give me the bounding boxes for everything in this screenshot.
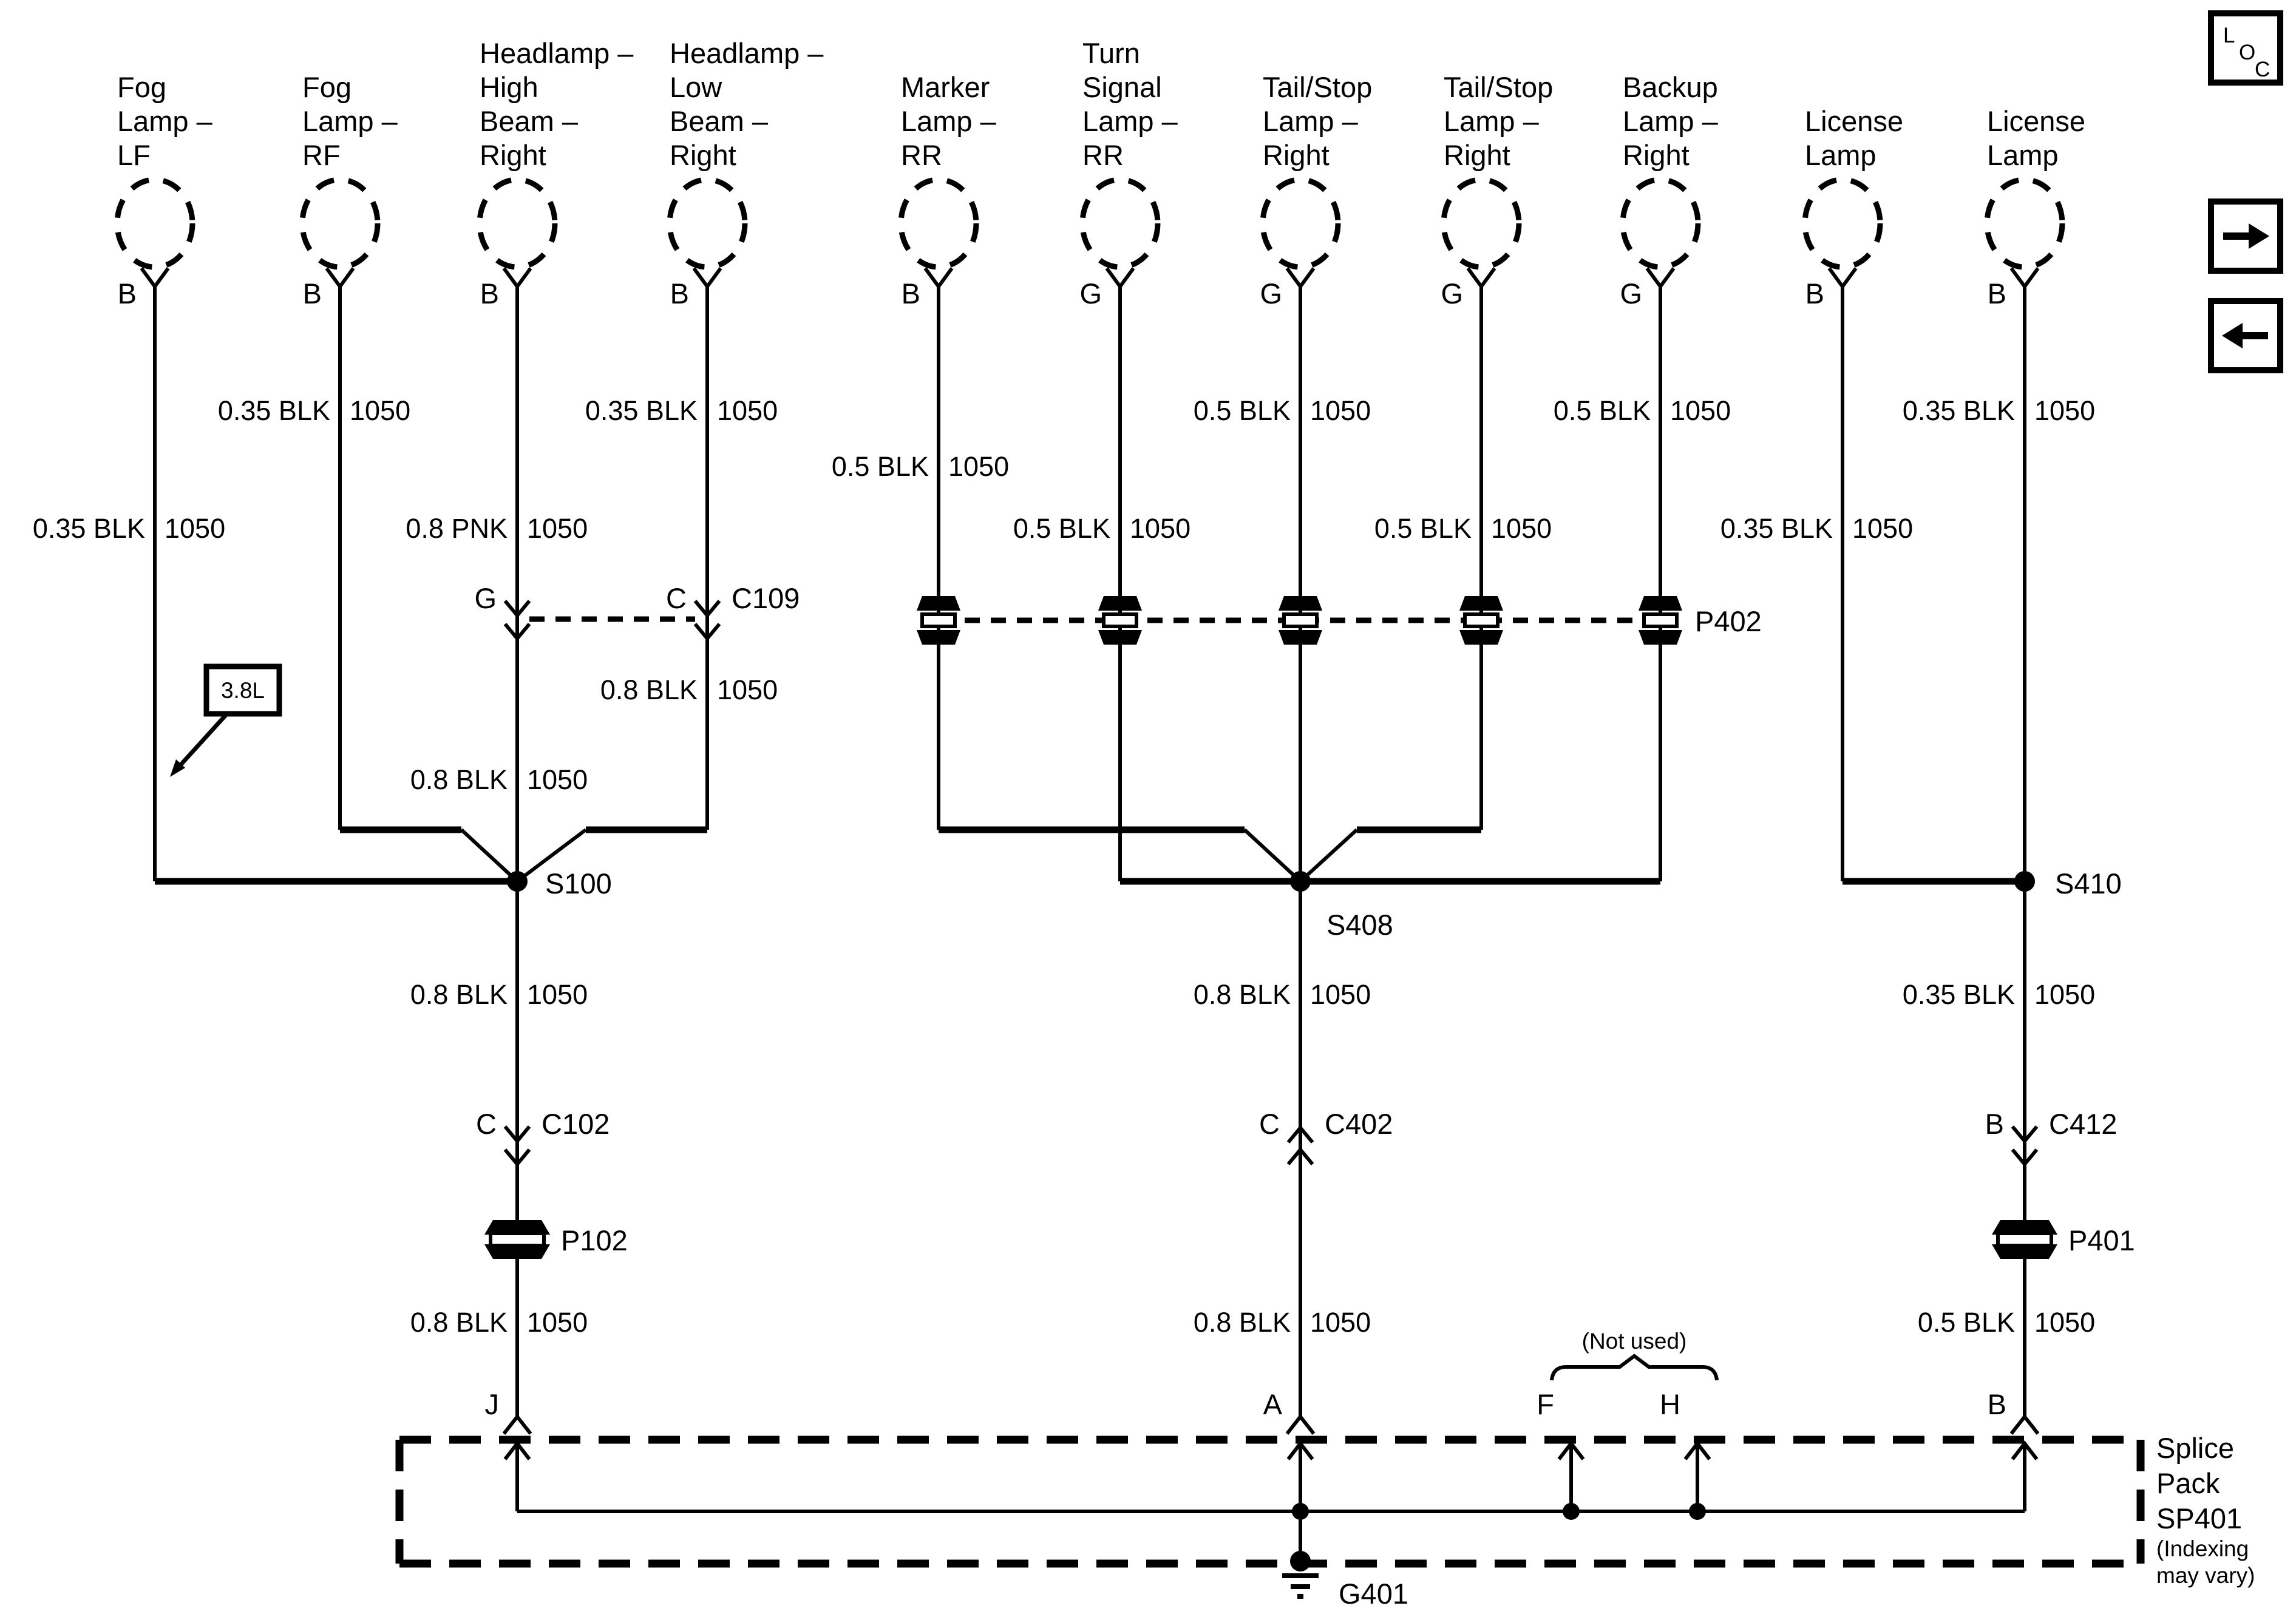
lamp-label: Right [670, 139, 736, 171]
headlamp-high-icon [480, 180, 555, 267]
grommet-icon [1098, 596, 1142, 645]
next-page-button[interactable] [2211, 202, 2280, 271]
c102-pin: C [476, 1108, 497, 1140]
fog-lamp-lf-icon [117, 180, 192, 267]
pin-letter: G [1079, 277, 1102, 310]
loc-letter: C [2255, 58, 2271, 81]
lamp-label: Signal [1082, 71, 1162, 103]
s408-junction-dot [1290, 871, 1311, 892]
loc-letter: L [2223, 24, 2235, 47]
lamp-label: Lamp – [117, 105, 212, 137]
circuit-label: 1050 [2034, 979, 2096, 1010]
grommet-p401 [1992, 1220, 2135, 1259]
gauge-label: 0.5 BLK [1553, 395, 1651, 426]
gauge-label: 0.35 BLK [1902, 395, 2015, 426]
lamp-label: Headlamp – [480, 37, 634, 69]
nav-controls [2211, 13, 2280, 370]
c109-pin-c: C [666, 582, 687, 614]
connector-c402 [1259, 1108, 1393, 1164]
gauge-label: 0.8 BLK [1193, 1307, 1291, 1338]
circuit-label: 1050 [527, 513, 588, 544]
g401-id: G401 [1339, 1578, 1408, 1610]
lamp-label: Tail/Stop [1263, 71, 1373, 103]
gauge-label: 0.5 BLK [1374, 513, 1472, 544]
circuit-label: 1050 [1670, 395, 1731, 426]
lamp-label: Right [1263, 139, 1330, 171]
gauge-label: 0.8 BLK [410, 1307, 508, 1338]
circuit-label: 1050 [527, 979, 588, 1010]
grommet-icon [1639, 596, 1682, 645]
splice-pack-note: may vary) [2156, 1563, 2255, 1588]
pin-letter: G [1260, 277, 1282, 310]
splice-pack-box [399, 1440, 2141, 1564]
pin-letter: B [1805, 277, 1824, 310]
backup-lamp-icon [1623, 180, 1698, 267]
p102-id: P102 [561, 1224, 628, 1256]
pin-letter: B [1987, 277, 2006, 310]
lamp-label: RR [1082, 139, 1124, 171]
lamp-label: Tail/Stop [1444, 71, 1554, 103]
connector-c412 [1985, 1108, 2118, 1164]
lamp-label: RR [901, 139, 942, 171]
sp401-pin-j: J [484, 1388, 499, 1420]
lamp-label: RF [302, 139, 341, 171]
loc-button[interactable] [2211, 13, 2280, 83]
gauge-label: 0.8 BLK [1193, 979, 1291, 1010]
splice-pack-note: (Indexing [2156, 1536, 2249, 1561]
engine-arrow-line [178, 715, 226, 767]
connector-c109 [474, 582, 800, 639]
fog-lamp-rf-icon [302, 180, 378, 267]
circuit-label: 1050 [717, 395, 778, 426]
prev-page-button[interactable] [2211, 301, 2280, 370]
circuit-label: 1050 [1310, 395, 1371, 426]
engine-callout [170, 666, 279, 777]
splice-pack-sp401 [399, 1329, 2255, 1588]
pin-letter: B [480, 277, 499, 310]
lamp-label: LF [117, 139, 151, 171]
lamp-symbols [117, 180, 2062, 286]
lamp-label: Right [1444, 139, 1510, 171]
splice-pack-label: Splice [2156, 1432, 2235, 1464]
lamp-label: Beam – [670, 105, 768, 137]
sp401-pin-h: H [1660, 1388, 1680, 1420]
lamp-label: Fog [117, 71, 166, 103]
s410-junction-dot [2014, 871, 2035, 892]
lamp-labels [117, 37, 2085, 171]
turn-signal-lamp-icon [1082, 180, 1158, 267]
circuit-label: 1050 [717, 674, 778, 705]
gauge-label: 0.8 BLK [600, 674, 698, 705]
s408-id: S408 [1326, 909, 1393, 941]
circuit-label: 1050 [1852, 513, 1914, 544]
ground-g401 [1282, 1551, 1408, 1610]
lamp-label: License [1805, 105, 1903, 137]
gauge-label: 0.5 BLK [1193, 395, 1291, 426]
p402-id: P402 [1695, 605, 1762, 637]
lamp-label: License [1987, 105, 2085, 137]
headlamp-low-icon [670, 180, 745, 267]
circuit-label: 1050 [1130, 513, 1191, 544]
lamp-label: Lamp [1805, 139, 1877, 171]
s100-junction-dot [507, 871, 528, 892]
s100-id: S100 [545, 867, 612, 900]
gauge-label: 0.8 BLK [410, 979, 508, 1010]
wire-gauge-labels [33, 395, 2095, 1338]
sp401-pin-b: B [1987, 1388, 2006, 1420]
pin-letter: B [670, 277, 689, 310]
lamp-drop-wires [155, 286, 2025, 1417]
grommet-p102 [484, 1220, 628, 1259]
gauge-label: 0.8 BLK [410, 764, 508, 795]
circuit-label: 1050 [2034, 1307, 2096, 1338]
gauge-label: 0.35 BLK [32, 513, 145, 544]
c412-id: C412 [2049, 1108, 2118, 1140]
pin-letter: G [1620, 277, 1642, 310]
pin-letter: B [302, 277, 322, 310]
gauge-label: 0.35 BLK [585, 395, 698, 426]
tail-stop-lamp-2-icon [1444, 180, 1519, 267]
lamp-label: High [480, 71, 538, 103]
gauge-label: 0.5 BLK [1013, 513, 1110, 544]
circuit-label: 1050 [527, 764, 588, 795]
sp401-internal-bus [517, 1511, 2025, 1560]
circuit-label: 1050 [1310, 1307, 1371, 1338]
sp401-internal-arrows [505, 1443, 2037, 1511]
circuit-label: 1050 [350, 395, 411, 426]
tail-stop-lamp-1-icon [1263, 180, 1338, 267]
marker-lamp-icon [901, 180, 976, 267]
p401-id: P401 [2068, 1224, 2135, 1256]
splice-pack-label: SP401 [2156, 1502, 2243, 1534]
grommet-icon [1279, 596, 1322, 645]
circuit-label: 1050 [165, 513, 226, 544]
ground-icon [1282, 1576, 1319, 1596]
lamp-label: Lamp – [1082, 105, 1178, 137]
grommet-icon [1459, 596, 1503, 645]
c109-pin-g: G [474, 582, 497, 614]
c402-pin: C [1259, 1108, 1280, 1140]
circuit-label: 1050 [1491, 513, 1552, 544]
pin-letter: G [1441, 277, 1463, 310]
circuit-label: 1050 [527, 1307, 588, 1338]
engine-note-label: 3.8L [220, 678, 265, 703]
lamp-label: Headlamp – [670, 37, 824, 69]
gauge-label: 0.8 PNK [406, 513, 508, 544]
gauge-label: 0.5 BLK [831, 451, 929, 482]
grommet-icon [484, 1220, 550, 1259]
gauge-label: 0.35 BLK [1720, 513, 1833, 544]
lamp-label: Fog [302, 71, 352, 103]
gauge-label: 0.5 BLK [1917, 1307, 2015, 1338]
lamp-label: Lamp [1987, 139, 2059, 171]
connector-c102 [476, 1108, 610, 1164]
lamp-label: Turn [1082, 37, 1140, 69]
c102-id: C102 [542, 1108, 610, 1140]
bus-junction-dot [1563, 1503, 1580, 1520]
not-used-brace-icon [1552, 1356, 1717, 1380]
grommet-p402 [917, 596, 1762, 645]
not-used-label: (Not used) [1581, 1329, 1687, 1354]
lamp-label: Right [480, 139, 546, 171]
gauge-label: 0.35 BLK [217, 395, 330, 426]
loc-letter: O [2239, 41, 2256, 64]
pin-letter: B [901, 277, 920, 310]
lamp-label: Right [1623, 139, 1690, 171]
bus-junction-dot [1689, 1503, 1706, 1520]
license-lamp-1-icon [1805, 180, 1880, 267]
circuit-label: 1050 [2034, 395, 2096, 426]
license-lamp-2-icon [1987, 180, 2062, 267]
splice-bus-horizontals [155, 830, 2025, 881]
s410-id: S410 [2055, 867, 2122, 900]
circuit-label: 1050 [948, 451, 1010, 482]
c109-id: C109 [732, 582, 800, 614]
lamp-label: Lamp – [901, 105, 996, 137]
bus-junction-dot [1292, 1503, 1309, 1520]
lamp-label: Lamp – [302, 105, 398, 137]
splice-pack-label: Pack [2156, 1467, 2220, 1499]
lamp-label: Beam – [480, 105, 578, 137]
g401-dot [1290, 1551, 1311, 1571]
sp401-pin-a: A [1263, 1388, 1282, 1420]
pin-letter: B [117, 277, 137, 310]
lamp-label: Marker [901, 71, 990, 103]
grommet-icon [1992, 1220, 2057, 1259]
gauge-label: 0.35 BLK [1902, 979, 2015, 1010]
lamp-label: Lamp – [1623, 105, 1718, 137]
lamp-label: Lamp – [1444, 105, 1539, 137]
c402-id: C402 [1325, 1108, 1393, 1140]
grommet-icon [917, 596, 960, 645]
lamp-label: Lamp – [1263, 105, 1358, 137]
lamp-label: Backup [1623, 71, 1718, 103]
c412-pin: B [1985, 1108, 2004, 1140]
lamp-pins [118, 277, 2006, 310]
lamp-label: Low [670, 71, 722, 103]
circuit-label: 1050 [1310, 979, 1371, 1010]
sp401-pin-f: F [1537, 1388, 1554, 1420]
